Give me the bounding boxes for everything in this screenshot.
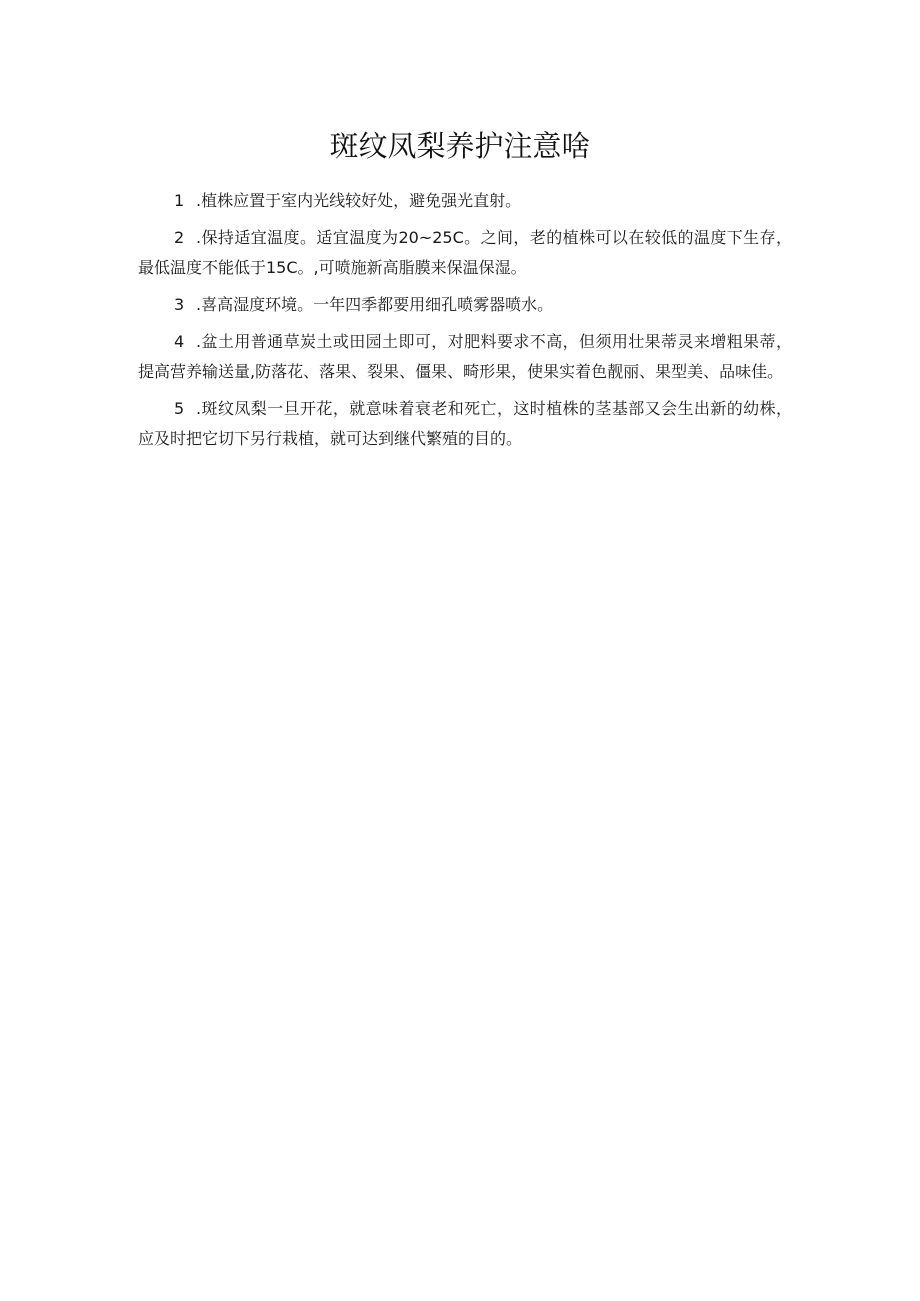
list-item-text: .植株应置于室内光线较好处，避免强光直射。 [196,191,522,210]
list-item [138,223,792,283]
list-item-number: 5 [174,399,185,418]
list-item [138,394,792,454]
document-body [138,186,792,461]
list-item [138,290,792,320]
list-item-text: .斑纹凤梨一旦开花，就意味着衰老和死亡，这时植株的茎基部又会生出新的幼株，应及时把它切下另行栽植，就可达到继代繁殖的目的。 [138,399,792,448]
list-item-text: .盆土用普通草炭土或田园土即可，对肥料要求不高，但须用壮果蒂灵来增粗果蒂，提高营养输送量,防落花、落果、裂果、僵果、畸形果，使果实着色靓丽、果型美、品味佳。 [138,332,792,381]
list-item-text: .喜高湿度环境。一年四季都要用细孔喷雾器喷水。 [196,295,554,314]
document-title: 斑纹凤梨养护注意啥 [329,129,591,163]
list-item-number: 2 [174,228,185,247]
list-item-number: 1 [174,191,185,210]
list-item-text: .保持适宜温度。适宜温度为20~25C。之间，老的植株可以在较低的温度下生存，最低温度不能低于15C。,可喷施新高脂膜来保温保湿。 [138,228,792,277]
list-item-number: 4 [174,332,185,351]
list-item [138,186,792,216]
list-item-number: 3 [174,295,185,314]
list-item [138,327,792,387]
